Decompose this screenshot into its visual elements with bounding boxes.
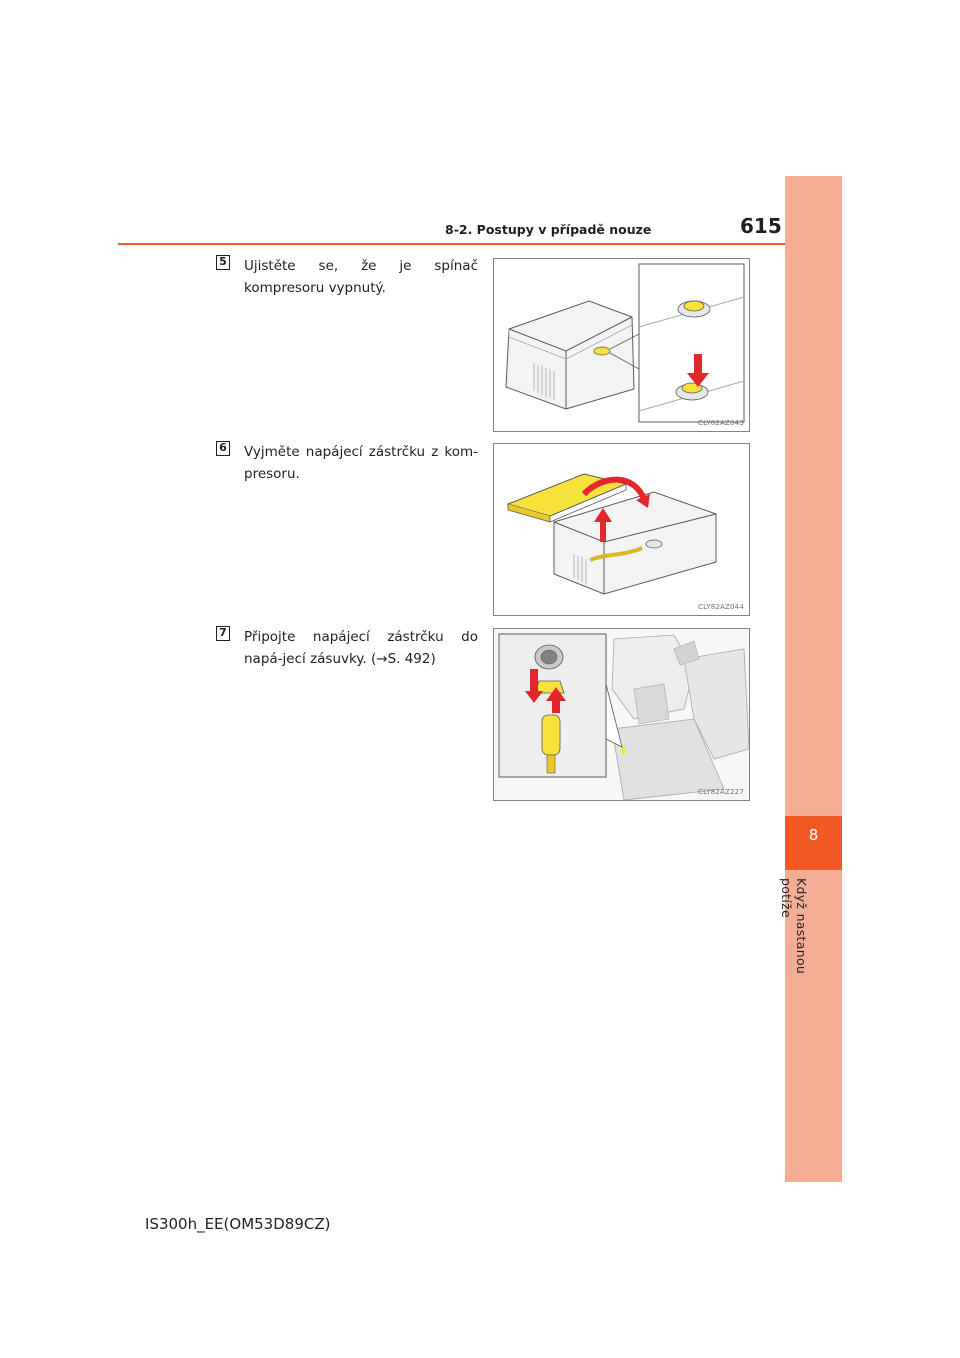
step-badge: 6 <box>216 441 230 456</box>
chapter-number: 8 <box>808 826 819 844</box>
section-title: 8-2. Postupy v případě nouze <box>445 222 652 237</box>
page-number: 615 <box>740 214 782 238</box>
chapter-title: Když nastanou potíže <box>779 878 809 975</box>
figure-code: CLY82AZ044 <box>698 603 744 611</box>
chapter-tab <box>779 176 842 1182</box>
header-rule <box>118 243 840 245</box>
figure-code: CLY82AZ227 <box>698 788 744 796</box>
figure-code: CLY82AZ043 <box>698 419 744 427</box>
step-text: Vyjměte napájecí zástrčku z kom-presoru. <box>244 444 478 482</box>
figure-remove-plug <box>493 443 750 616</box>
step-text: Ujistěte se, že je spínač kompresoru vypnutý. <box>244 258 478 296</box>
figure-compressor-switch <box>493 258 750 432</box>
step-badge: 7 <box>216 626 230 641</box>
model-code: IS300h_EE(OM53D89CZ) <box>145 1215 331 1233</box>
step-badge: 5 <box>216 255 230 270</box>
step-text: Připojte napájecí zástrčku do napá-jecí zásuvky. (→S. 492) <box>244 629 478 667</box>
figure-power-outlet <box>493 628 750 801</box>
